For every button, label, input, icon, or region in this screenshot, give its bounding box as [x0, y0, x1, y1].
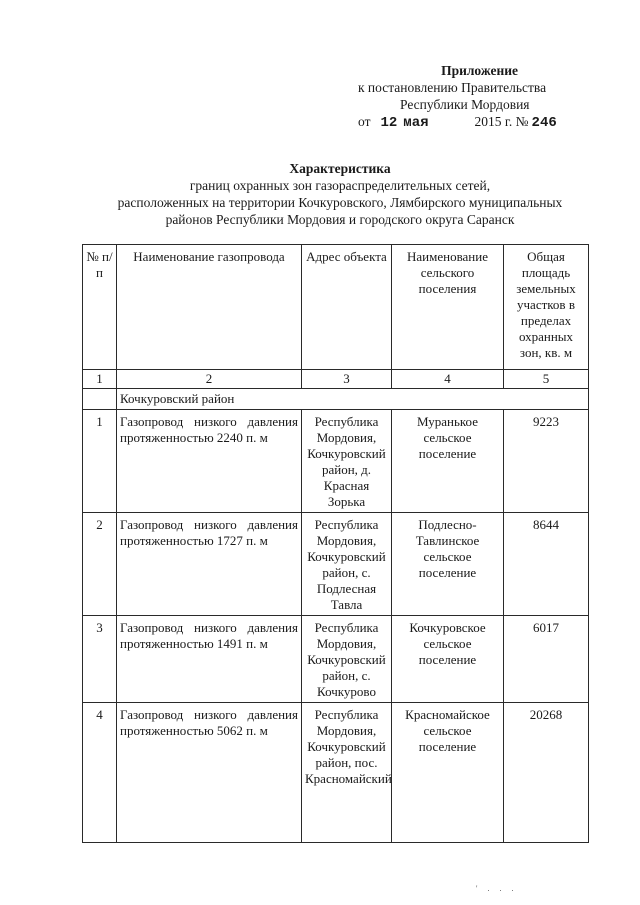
object-address: Республика Мордовия, Кочкуровский район, с. Подлесная Тавла	[302, 513, 392, 616]
settlement-name: Подлесно-Тавлинское сельское поселение	[392, 513, 504, 616]
column-number: 1	[83, 370, 117, 389]
heading-line-3: районов Республики Мордовия и городского округа Саранск	[165, 212, 515, 227]
resolution-number: 246	[531, 115, 557, 131]
appendix-block	[340, 62, 590, 132]
table-row	[83, 410, 589, 513]
table-header-row	[83, 245, 589, 370]
row-number: 1	[83, 410, 117, 513]
table-row	[83, 703, 589, 843]
row-number: 3	[83, 616, 117, 703]
date-prefix: от	[358, 114, 371, 129]
column-number: 2	[117, 370, 302, 389]
zone-area: 20268	[504, 703, 589, 843]
date-year: 2015 г. №	[474, 114, 529, 129]
appendix-title: Приложение	[441, 63, 518, 78]
settlement-name: Красномайское сельское поселение	[392, 703, 504, 843]
date-day: 12	[380, 115, 398, 131]
scan-marks: ' . . .	[476, 884, 518, 893]
row-number: 2	[83, 513, 117, 616]
district-name: Кочкуровский район	[117, 389, 589, 410]
settlement-name: Муранькое сельское поселение	[392, 410, 504, 513]
header-settlement: Наименование сельского поселения	[392, 245, 504, 370]
zone-area: 9223	[504, 410, 589, 513]
appendix-resolution-line: к постановлению Правительства	[358, 80, 547, 95]
column-number: 3	[302, 370, 392, 389]
appendix-date-line	[340, 113, 590, 132]
district-row	[83, 389, 589, 410]
header-number: № п/п	[83, 245, 117, 370]
column-number-row	[83, 370, 589, 389]
pipeline-description: Газопровод низкого давления протяженностью 1727 п. м	[117, 513, 302, 616]
district-empty-cell	[83, 389, 117, 410]
pipeline-description: Газопровод низкого давления протяженностью 1491 п. м	[117, 616, 302, 703]
header-pipeline-name: Наименование газопровода	[117, 245, 302, 370]
column-number: 4	[392, 370, 504, 389]
object-address: Республика Мордовия, Кочкуровский район, с. Кочкурово	[302, 616, 392, 703]
heading-line-2: расположенных на территории Кочкуровского, Лямбирского муниципальных	[117, 195, 563, 210]
date-month: мая	[403, 115, 429, 131]
heading-line-1: границ охранных зон газораспределительных сетей,	[189, 178, 491, 193]
table-row	[83, 616, 589, 703]
header-address: Адрес объекта	[302, 245, 392, 370]
header-area: Общая площадь земельных участков в пределах охранных зон, кв. м	[504, 245, 589, 370]
zone-area: 6017	[504, 616, 589, 703]
table-row	[83, 513, 589, 616]
settlement-name: Кочкуровское сельское поселение	[392, 616, 504, 703]
pipeline-description: Газопровод низкого давления протяженностью 2240 п. м	[117, 410, 302, 513]
document-heading	[60, 160, 620, 228]
pipeline-description: Газопровод низкого давления протяженностью 5062 п. м	[117, 703, 302, 843]
row-number: 4	[83, 703, 117, 843]
object-address: Республика Мордовия, Кочкуровский район, д. Красная Зорька	[302, 410, 392, 513]
appendix-republic-line: Республики Мордовия	[400, 97, 530, 112]
pipeline-table	[82, 244, 589, 843]
zone-area: 8644	[504, 513, 589, 616]
column-number: 5	[504, 370, 589, 389]
heading-title: Характеристика	[289, 161, 391, 176]
object-address: Республика Мордовия, Кочкуровский район, пос. Красномайский	[302, 703, 392, 843]
